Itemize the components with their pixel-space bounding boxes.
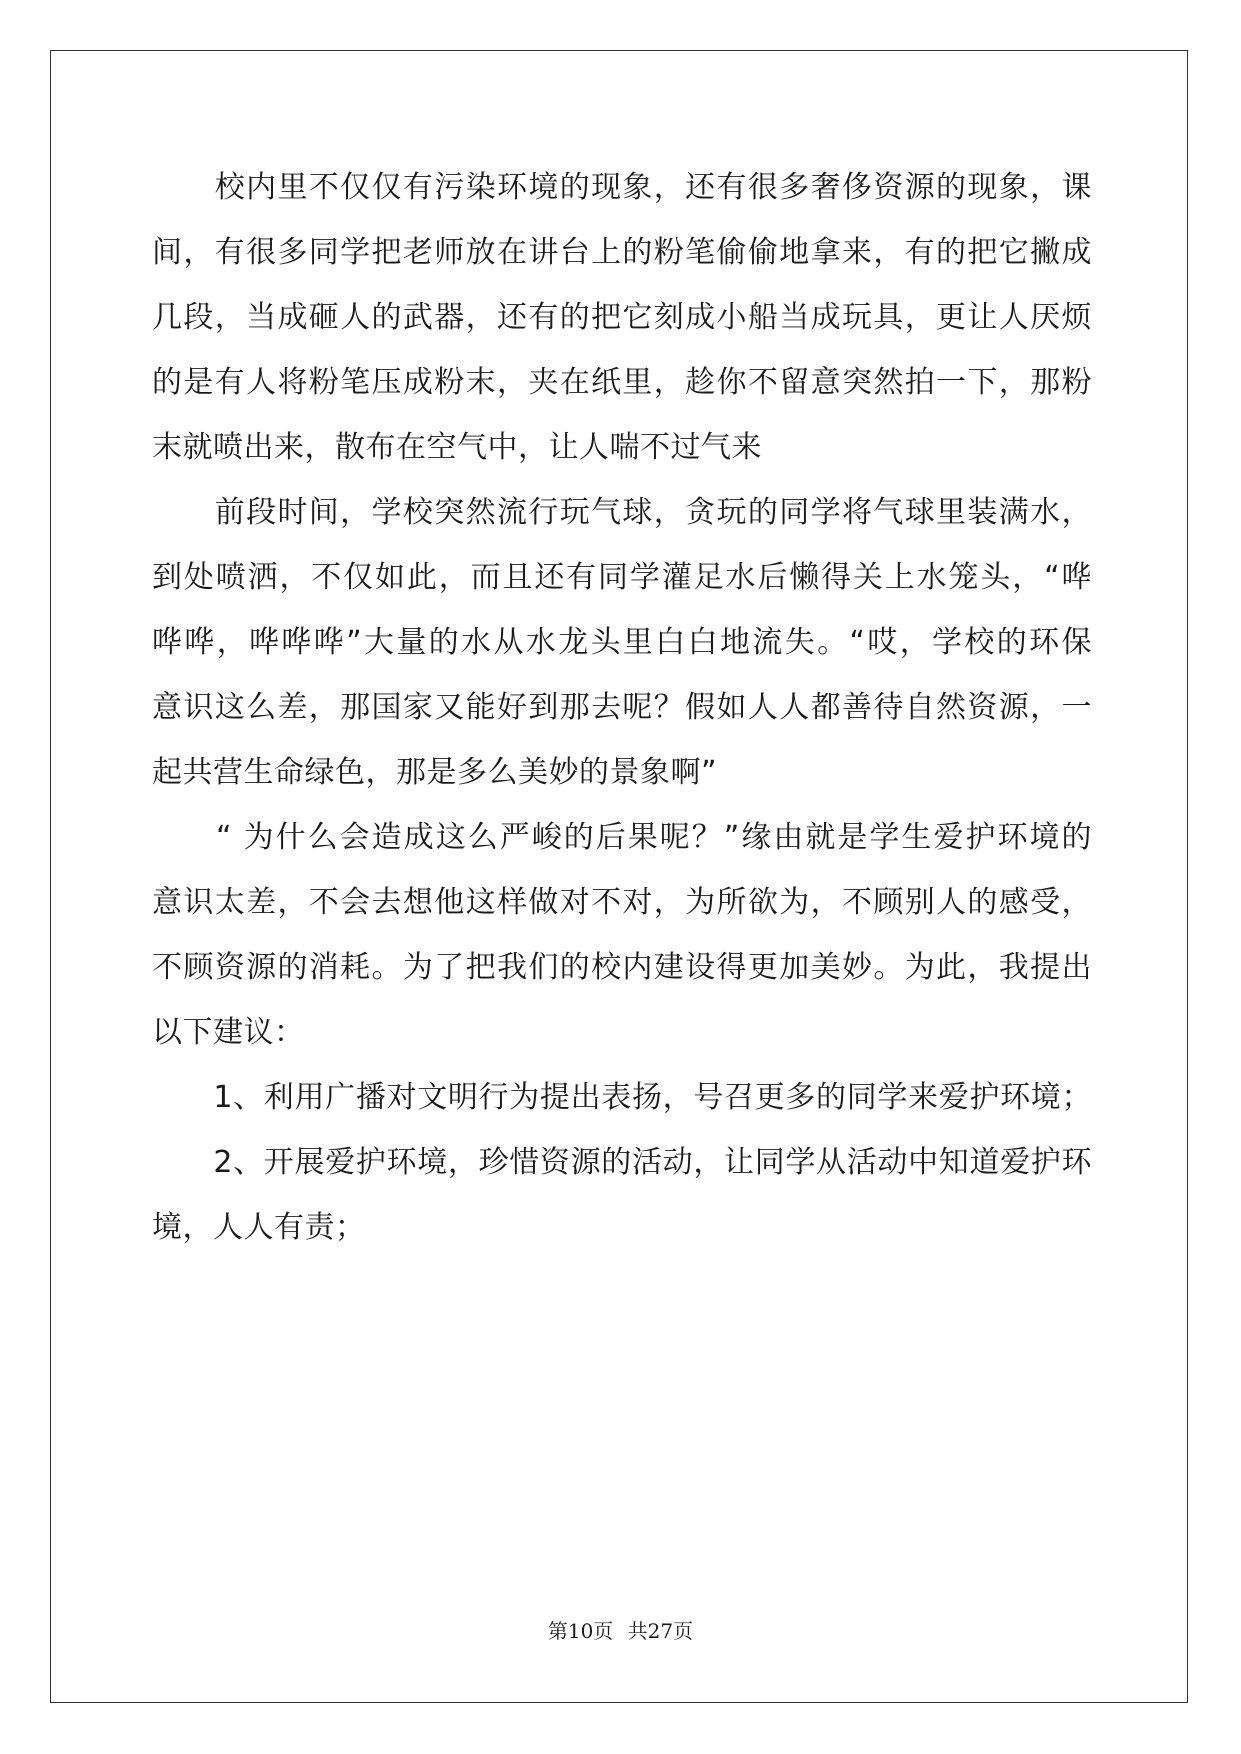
text-line: 境，人人有责； xyxy=(152,1210,366,1245)
text-line: 1、利用广播对文明行为提出表扬，号召更多的同学来爱护环境； xyxy=(152,1080,1092,1115)
text-line: 校内里不仅仅有污染环境的现象，还有很多奢侈资源的现象，课 xyxy=(152,170,1092,205)
text-line: 间，有很多同学把老师放在讲台上的粉笔偷偷地拿来，有的把它撇成 xyxy=(152,235,1092,270)
page-number: 第10页 xyxy=(547,1619,614,1643)
text-line: 末就喷出来，散布在空气中，让人喘不过气来 xyxy=(152,430,762,465)
text-line: 起共营生命绿色，那是多么美妙的景象啊” xyxy=(152,755,718,790)
text-line: 到处喷洒，不仅如此，而且还有同学灌足水后懒得关上水笼头，“哗 xyxy=(152,560,1092,595)
text-line: 意识太差，不会去想他这样做对不对，为所欲为，不顾别人的感受， xyxy=(152,885,1092,920)
page-footer xyxy=(0,1615,1241,1644)
text-line: “ 为什么会造成这么严峻的后果呢？”缘由就是学生爱护环境的 xyxy=(152,820,1092,855)
text-line: 前段时间，学校突然流行玩气球，贪玩的同学将气球里装满水， xyxy=(152,495,1092,530)
text-line: 以下建议： xyxy=(152,1015,305,1050)
page-total: 共27页 xyxy=(627,1619,694,1643)
text-line: 的是有人将粉笔压成粉末，夹在纸里，趁你不留意突然拍一下，那粉 xyxy=(152,365,1092,400)
text-line: 不顾资源的消耗。为了把我们的校内建设得更加美妙。为此，我提出 xyxy=(152,950,1092,985)
text-line: 2、开展爱护环境，珍惜资源的活动，让同学从活动中知道爱护环 xyxy=(152,1145,1092,1180)
document-body xyxy=(152,162,1092,1267)
text-line: 哗哗，哗哗哗”大量的水从水龙头里白白地流失。“哎，学校的环保 xyxy=(152,625,1092,660)
text-line: 几段，当成砸人的武器，还有的把它刻成小船当成玩具，更让人厌烦 xyxy=(152,300,1092,335)
text-line: 意识这么差，那国家又能好到那去呢？假如人人都善待自然资源，一 xyxy=(152,690,1092,725)
